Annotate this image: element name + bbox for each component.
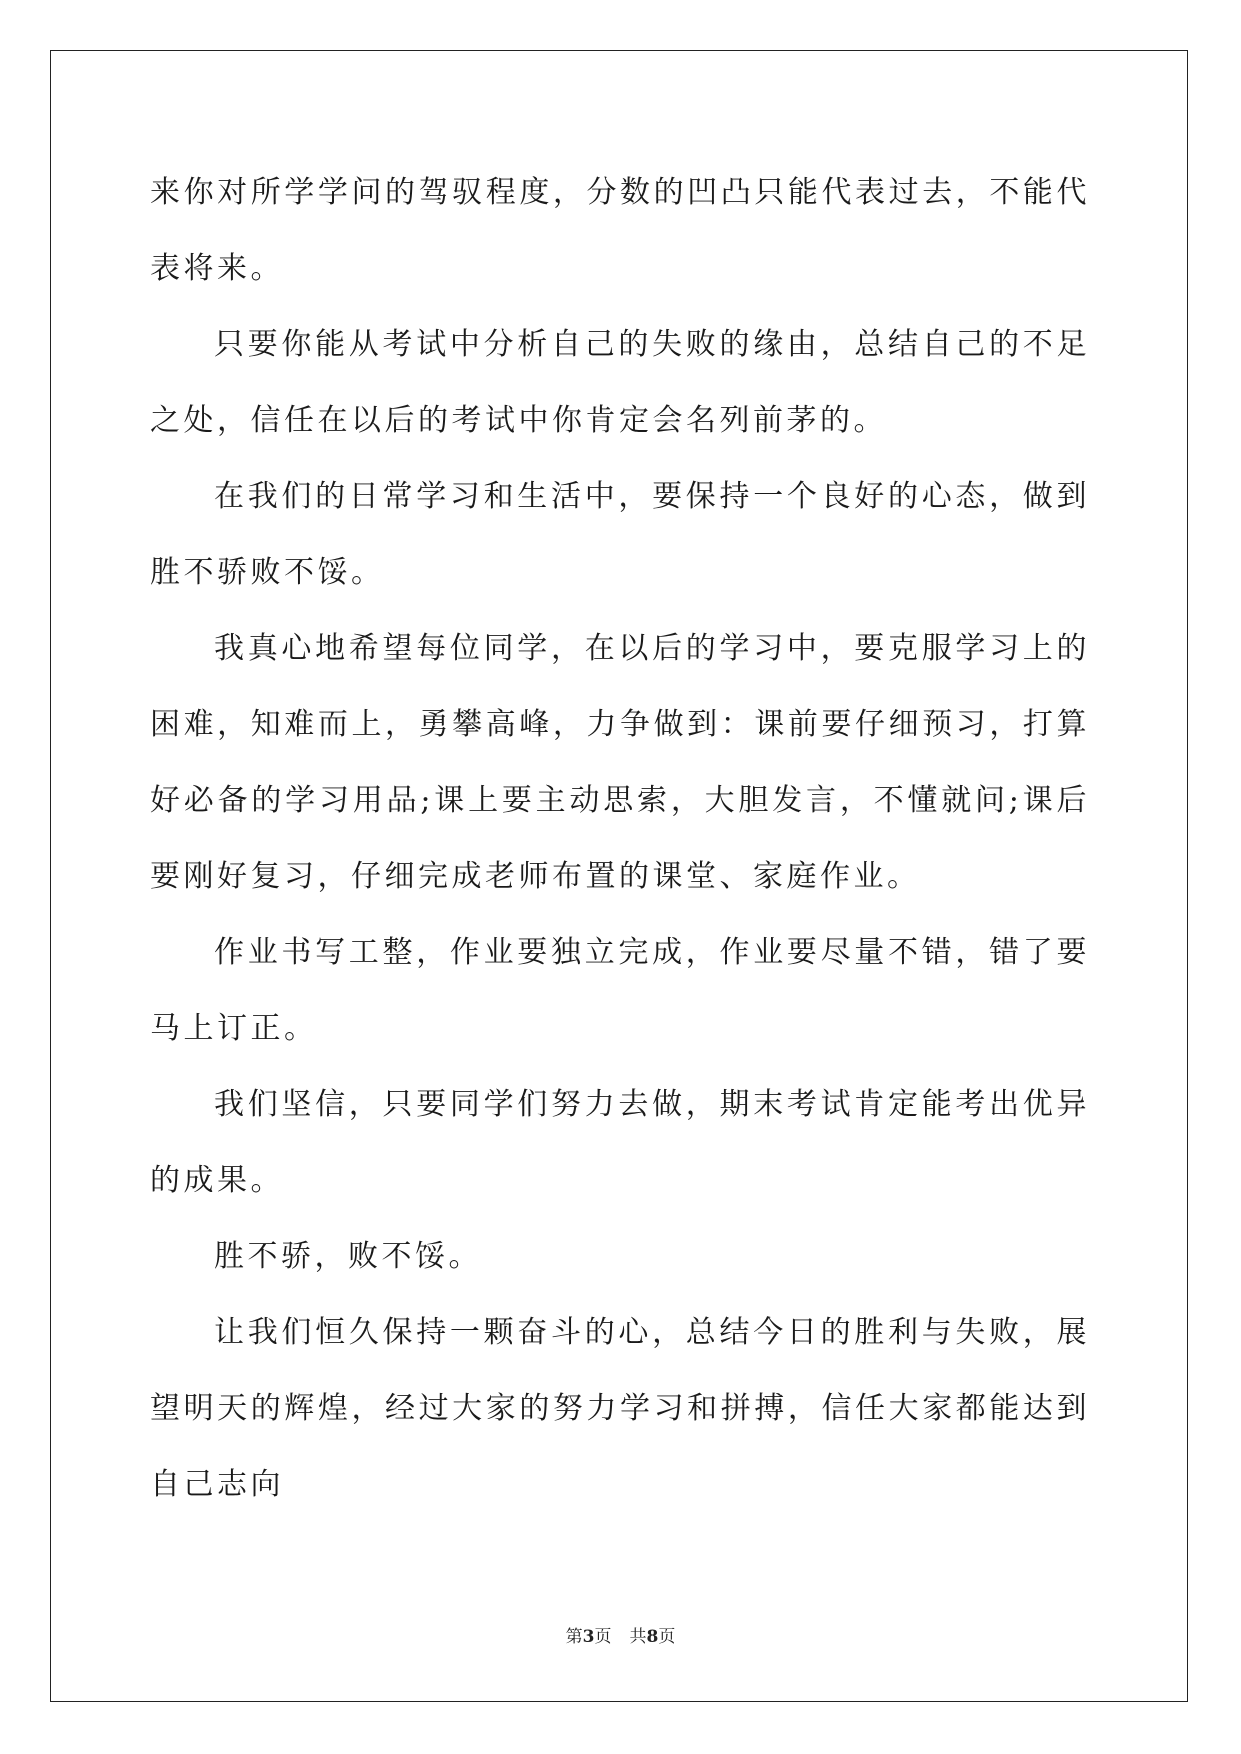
paragraph: 作业书写工整，作业要独立完成，作业要尽量不错，错了要马上订正。 [150,935,1090,1046]
page-footer [0,1622,1241,1647]
page-number-suffix: 页 [594,1627,612,1647]
total-pages-suffix: 页 [658,1627,676,1647]
document-body [150,155,1090,1523]
paragraph: 来你对所学学问的驾驭程度，分数的凹凸只能代表过去，不能代表将来。 [150,175,1090,286]
paragraph: 只要你能从考试中分析自己的失败的缘由，总结自己的不足之处，信任在以后的考试中你肯定会名列前茅的。 [150,327,1090,438]
total-page-count: 8 [646,1627,659,1647]
paragraph: 让我们恒久保持一颗奋斗的心，总结今日的胜利与失败，展望明天的辉煌，经过大家的努力学习和拼搏，信任大家都能达到自己志向 [150,1315,1090,1502]
paragraph: 我真心地希望每位同学，在以后的学习中，要克服学习上的困难，知难而上，勇攀高峰，力争做到：课前要仔细预习，打算好必备的学习用品;课上要主动思索，大胆发言，不懂就问;课后要刚好复习，仔细完成老师布置的课堂、家庭作业。 [150,631,1090,894]
current-page-number: 3 [582,1627,595,1647]
paragraph: 胜不骄，败不馁。 [214,1239,482,1274]
paragraph: 我们坚信，只要同学们努力去做，期末考试肯定能考出优异的成果。 [150,1087,1090,1198]
page-number-prefix: 第 [565,1627,583,1647]
total-pages-prefix: 共 [629,1627,647,1647]
paragraph: 在我们的日常学习和生活中，要保持一个良好的心态，做到胜不骄败不馁。 [150,479,1090,590]
